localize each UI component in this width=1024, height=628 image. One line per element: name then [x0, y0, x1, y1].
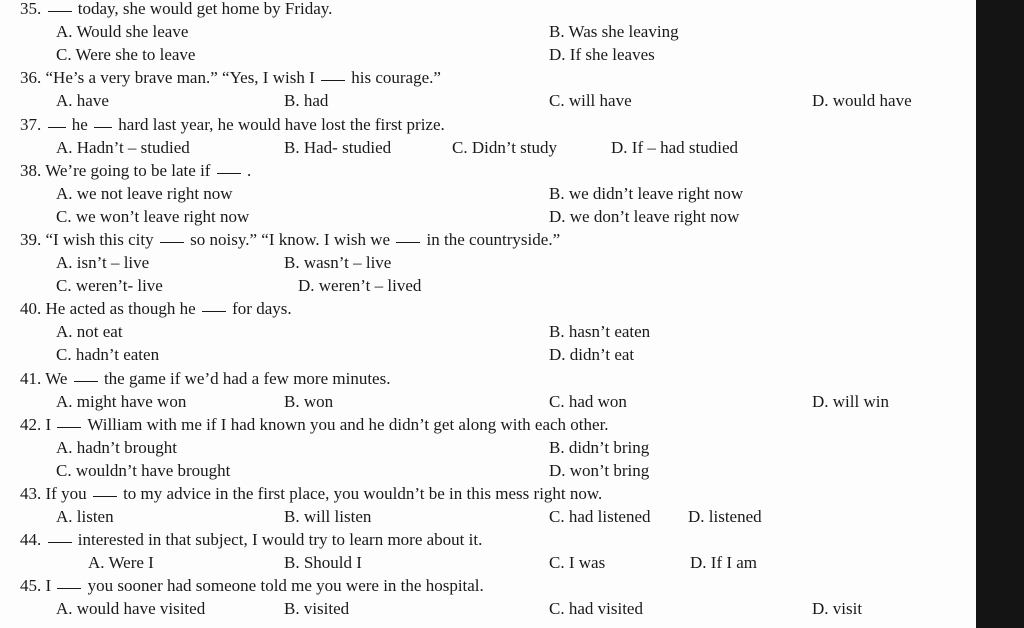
option-c[interactable]: C. had won	[549, 392, 627, 411]
answer-blank	[57, 587, 81, 589]
question-number: 45.	[20, 576, 42, 595]
question-text: his courage.”	[351, 68, 441, 87]
question-text: We’re going to be late if	[45, 161, 211, 180]
question-text: he	[71, 115, 88, 134]
option-a[interactable]: A. Would she leave	[56, 22, 189, 41]
question-number: 41.	[20, 369, 42, 388]
answer-blank	[396, 241, 420, 243]
question-35	[20, 0, 332, 20]
answer-blank	[74, 380, 98, 382]
option-d[interactable]: D. If she leaves	[549, 45, 655, 64]
option-c[interactable]: C. had visited	[549, 599, 643, 618]
question-37	[20, 113, 445, 136]
option-b[interactable]: B. had	[284, 91, 329, 110]
option-c[interactable]: C. Didn’t study	[452, 138, 558, 157]
option-a[interactable]: A. we not leave right now	[56, 184, 233, 203]
option-b[interactable]: B. wasn’t – live	[284, 253, 392, 272]
question-44	[20, 528, 482, 551]
option-a[interactable]: A. might have won	[56, 392, 187, 411]
option-a[interactable]: A. Hadn’t – studied	[56, 138, 190, 157]
answer-blank	[48, 10, 72, 12]
option-a[interactable]: A. would have visited	[56, 599, 206, 618]
answer-blank	[217, 172, 241, 174]
answer-blank	[57, 426, 81, 428]
option-c[interactable]: C. wouldn’t have brought	[56, 461, 231, 480]
option-c[interactable]: C. will have	[549, 91, 632, 110]
question-number: 44.	[20, 530, 42, 549]
option-d[interactable]: D. If I am	[690, 553, 758, 572]
question-number: 40.	[20, 299, 42, 318]
question-text: for days.	[232, 299, 292, 318]
option-a[interactable]: A. not eat	[56, 322, 123, 341]
option-b[interactable]: B. we didn’t leave right now	[549, 184, 744, 203]
option-b[interactable]: B. didn’t bring	[549, 438, 650, 457]
answer-blank	[321, 79, 345, 81]
question-text: the game if we’d had a few more minutes.	[103, 369, 391, 388]
option-a[interactable]: A. Were I	[88, 553, 154, 572]
question-39	[20, 228, 560, 251]
question-number: 43.	[20, 484, 42, 503]
question-number: 35.	[20, 0, 42, 18]
question-number: 36.	[20, 68, 42, 87]
dark-border-strip	[976, 0, 1024, 628]
option-b[interactable]: B. visited	[284, 599, 350, 618]
question-40	[20, 297, 292, 320]
question-number: 39.	[20, 230, 42, 249]
question-text: today, she would get home by Friday.	[77, 0, 333, 18]
option-d[interactable]: D. won’t bring	[549, 461, 650, 480]
question-text: If you	[45, 484, 87, 503]
answer-blank	[160, 241, 184, 243]
option-b[interactable]: B. Should I	[284, 553, 362, 572]
option-c[interactable]: C. weren’t- live	[56, 276, 163, 295]
option-c[interactable]: C. hadn’t eaten	[56, 345, 160, 364]
option-c[interactable]: C. I was	[549, 553, 606, 572]
question-38	[20, 159, 251, 182]
option-d[interactable]: D. visit	[812, 599, 863, 618]
option-b[interactable]: B. won	[284, 392, 334, 411]
question-45	[20, 574, 484, 597]
question-41	[20, 367, 390, 390]
option-d[interactable]: D. we don’t leave right now	[549, 207, 740, 226]
option-a[interactable]: A. isn’t – live	[56, 253, 150, 272]
option-b[interactable]: B. Was she leaving	[549, 22, 679, 41]
answer-blank	[94, 126, 112, 128]
question-42	[20, 413, 609, 436]
option-b[interactable]: B. will listen	[284, 507, 372, 526]
option-c[interactable]: C. Were she to leave	[56, 45, 196, 64]
question-36	[20, 66, 441, 89]
question-text: I	[45, 415, 52, 434]
option-a[interactable]: A. hadn’t brought	[56, 438, 178, 457]
question-text: I	[45, 576, 52, 595]
question-text: interested in that subject, I would try to learn more about it.	[77, 530, 483, 549]
question-text: so noisy.” “I know. I wish we	[190, 230, 391, 249]
option-c[interactable]: C. we won’t leave right now	[56, 207, 250, 226]
option-a[interactable]: A. listen	[56, 507, 114, 526]
option-d[interactable]: D. If – had studied	[611, 138, 739, 157]
question-43	[20, 482, 602, 505]
question-text: “He’s a very brave man.” “Yes, I wish I	[45, 68, 315, 87]
question-text: He acted as though he	[45, 299, 196, 318]
option-c[interactable]: C. had listened	[549, 507, 651, 526]
question-number: 37.	[20, 115, 42, 134]
question-text: in the countryside.”	[426, 230, 561, 249]
question-number: 42.	[20, 415, 42, 434]
question-text: We	[45, 369, 68, 388]
option-b[interactable]: B. hasn’t eaten	[549, 322, 651, 341]
question-text: to my advice in the first place, you wouldn’t be in this mess right now.	[123, 484, 603, 503]
question-text: hard last year, he would have lost the first prize.	[118, 115, 445, 134]
option-d[interactable]: D. listened	[688, 507, 762, 526]
question-text: you sooner had someone told me you were in the hospital.	[87, 576, 484, 595]
answer-blank	[202, 310, 226, 312]
answer-blank	[48, 541, 72, 543]
question-number: 38.	[20, 161, 42, 180]
option-b[interactable]: B. Had- studied	[284, 138, 392, 157]
answer-blank	[48, 126, 66, 128]
question-text: William with me if I had known you and he didn’t get along with each other.	[87, 415, 609, 434]
option-d[interactable]: D. will win	[812, 392, 889, 411]
option-d[interactable]: D. would have	[812, 91, 912, 110]
option-d[interactable]: D. weren’t – lived	[298, 276, 422, 295]
answer-blank	[93, 495, 117, 497]
question-text: .	[246, 161, 252, 180]
option-d[interactable]: D. didn’t eat	[549, 345, 635, 364]
question-text: “I wish this city	[45, 230, 154, 249]
option-a[interactable]: A. have	[56, 91, 109, 110]
